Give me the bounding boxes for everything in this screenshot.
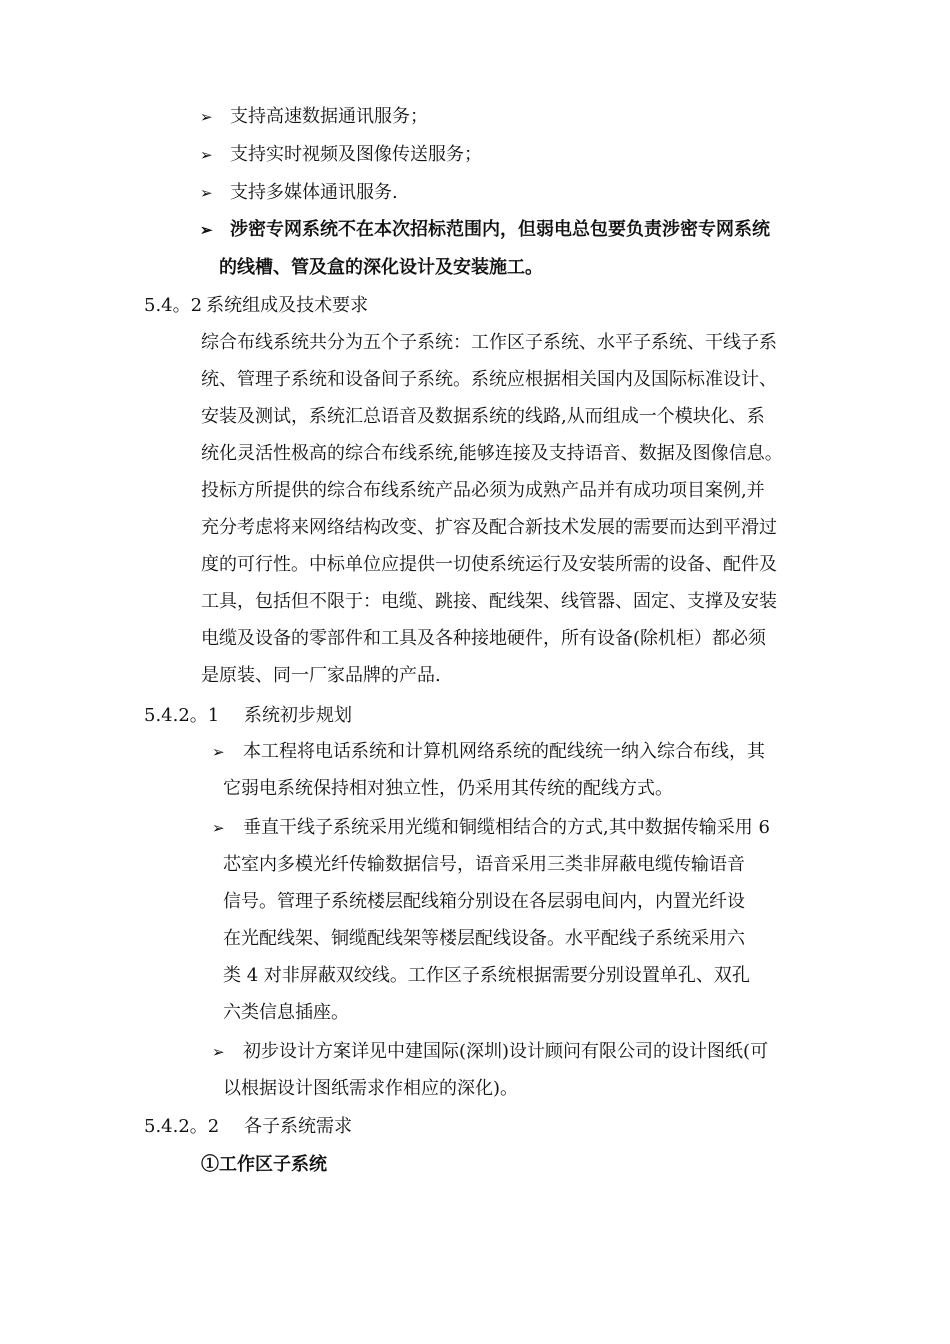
- bullet-arrow-icon: ➢: [200, 146, 213, 164]
- section-title: 系统组成及技术要求: [206, 295, 369, 316]
- section-number: 5.4。2: [144, 295, 203, 316]
- bullet-arrow-icon: ➢: [212, 819, 225, 837]
- bullet-text: 支持多媒体通讯服务.: [230, 182, 398, 203]
- section-heading: [144, 296, 368, 316]
- paragraph-line: 安装及测试，系统汇总语音及数据系统的线路,从而组成一个模块化、系: [201, 406, 765, 427]
- bullet-line: 垂直干线子系统采用光缆和铜缆相结合的方式,其中数据传输采用 6: [243, 817, 770, 838]
- paragraph-line: 充分考虑将来网络结构改变、扩容及配合新技术发展的需要而达到平滑过: [201, 517, 777, 538]
- paragraph-line: 统、管理子系统和设备间子系统。系统应根据相关国内及国际标准设计、: [201, 369, 777, 390]
- subsection-title: 各子系统需求: [244, 1116, 352, 1137]
- bullet-text: 支持实时视频及图像传送服务；: [230, 144, 482, 165]
- bullet-arrow-icon: ➢: [212, 1043, 225, 1061]
- bullet-arrow-icon: ➢: [212, 743, 225, 761]
- bullet-line: 信号。管理子系统楼层配线箱分别设在各层弱电间内，内置光纤设: [223, 891, 745, 912]
- bullet-line: 它弱电系统保持相对独立性，仍采用其传统的配线方式。: [223, 778, 673, 799]
- bullet-line: 芯室内多模光纤传输数据信号，语音采用三类非屏蔽电缆传输语音: [223, 854, 745, 875]
- bullet-arrow-icon: ➢: [200, 221, 213, 239]
- subsection-title: 系统初步规划: [244, 705, 352, 726]
- bullet-arrow-icon: ➢: [200, 184, 213, 202]
- subsection-number: 5.4.2。1: [144, 705, 220, 726]
- bullet-text: 支持高速数据通讯服务；: [230, 106, 428, 127]
- bullet-line: 类 4 对非屏蔽双绞线。工作区子系统根据需要分别设置单孔、双孔: [223, 965, 750, 986]
- sub-heading: ①工作区子系统: [201, 1154, 327, 1175]
- bold-bullet-line: 的线槽、管及盒的深化设计及安装施工。: [219, 257, 543, 278]
- paragraph-line: 是原装、同一厂家品牌的产品.: [201, 665, 441, 686]
- bullet-line: 本工程将电话系统和计算机网络系统的配线统一纳入综合布线，其: [243, 741, 765, 762]
- paragraph-line: 统化灵活性极高的综合布线系统,能够连接及支持语音、数据及图像信息。: [201, 443, 783, 464]
- bullet-line: 以根据设计图纸需求作相应的深化)。: [223, 1078, 519, 1099]
- bullet-line: 六类信息插座。: [223, 1002, 349, 1023]
- subsection-number: 5.4.2。2: [144, 1116, 220, 1137]
- bullet-line: 在光配线架、铜缆配线架等楼层配线设备。水平配线子系统采用六: [223, 928, 745, 949]
- paragraph-line: 投标方所提供的综合布线系统产品必须为成熟产品并有成功项目案例,并: [201, 480, 765, 501]
- bullet-line: 初步设计方案详见中建国际(深圳)设计顾问有限公司的设计图纸(可: [243, 1041, 769, 1062]
- paragraph-line: 度的可行性。中标单位应提供一切使系统运行及安装所需的设备、配件及: [201, 554, 777, 575]
- paragraph-line: 工具，包括但不限于：电缆、跳接、配线架、线管器、固定、支撑及安装: [201, 591, 777, 612]
- bullet-arrow-icon: ➢: [200, 108, 213, 126]
- paragraph-line: 电缆及设备的零部件和工具及各种接地硬件，所有设备(除机柜）都必须: [201, 628, 767, 649]
- bold-bullet-line: 涉密专网系统不在本次招标范围内，但弱电总包要负责涉密专网系统: [230, 219, 770, 240]
- paragraph-line: 综合布线系统共分为五个子系统：工作区子系统、水平子系统、干线子系: [201, 332, 777, 353]
